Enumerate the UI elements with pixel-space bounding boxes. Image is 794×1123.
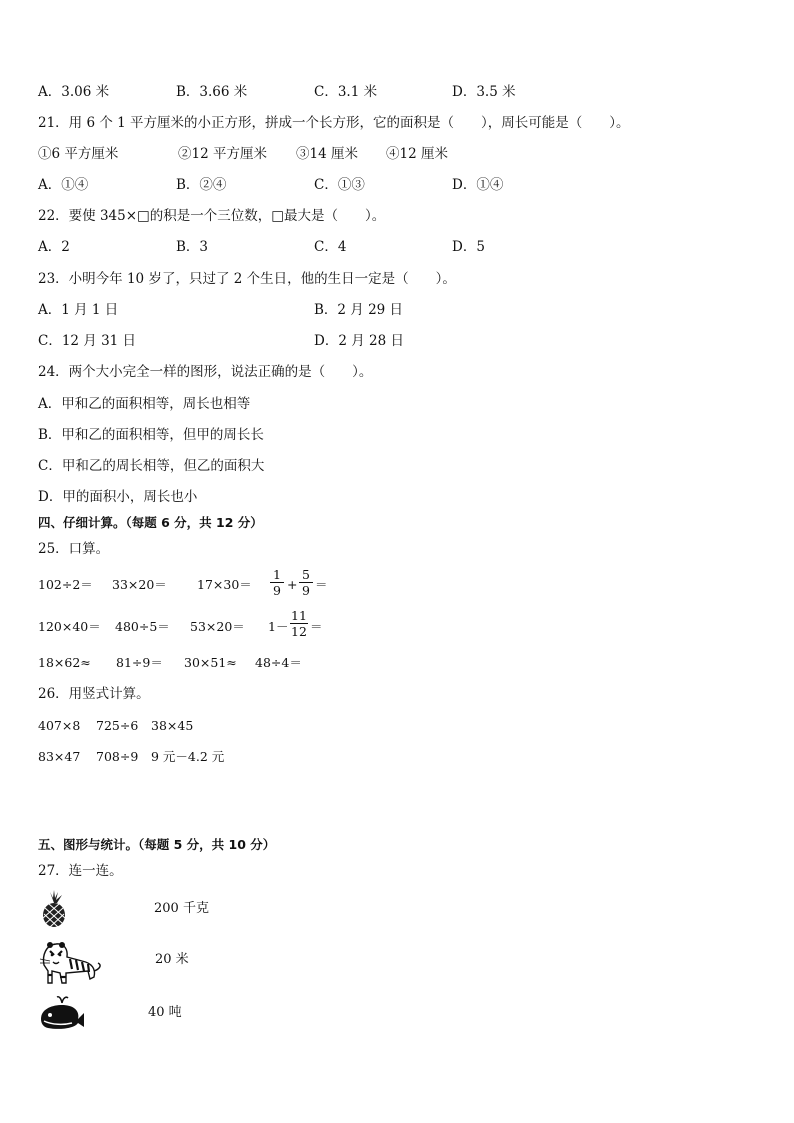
q21-choice-2: ②12 平方厘米 bbox=[178, 146, 267, 162]
q21-choice-3: ③14 厘米 bbox=[296, 146, 358, 162]
fraction-denominator: 9 bbox=[302, 583, 310, 598]
q21-option-a: A．①④ bbox=[38, 177, 89, 193]
whale-icon bbox=[38, 995, 86, 1031]
q24-stem: 24．两个大小完全一样的图形，说法正确的是（ ）。 bbox=[38, 364, 373, 380]
q21-choice-4: ④12 厘米 bbox=[386, 146, 448, 162]
q25-item: 480÷5＝ bbox=[115, 619, 170, 634]
q22-option-a: A．2 bbox=[38, 239, 70, 255]
q25-item: 30×51≈ bbox=[184, 655, 237, 670]
q20-option-c: C．3.1 米 bbox=[314, 84, 378, 100]
q24-option-b: B．甲和乙的面积相等，但甲的周长长 bbox=[38, 427, 264, 443]
q20-option-b: B．3.66 米 bbox=[176, 84, 248, 100]
q20-option-a: A．3.06 米 bbox=[38, 84, 110, 100]
q25-stem: 25．口算。 bbox=[38, 541, 110, 557]
q27-label-20m: 20 米 bbox=[155, 952, 189, 967]
q21-stem: 21．用 6 个 1 平方厘米的小正方形，拼成一个长方形，它的面积是（ ），周长可能是（ ）。 bbox=[38, 115, 630, 131]
fraction-numerator: 1 bbox=[273, 567, 281, 582]
q22-stem: 22．要使 345×□的积是一个三位数，□最大是（ ）。 bbox=[38, 208, 386, 224]
q26-item: 725÷6 bbox=[96, 718, 139, 733]
q25-item: 53×20＝ bbox=[190, 619, 245, 634]
fraction-denominator: 9 bbox=[273, 583, 281, 598]
q25-item: 17×30＝ bbox=[197, 577, 252, 592]
fraction-1-9 bbox=[270, 567, 284, 598]
q25-item: 81÷9＝ bbox=[116, 655, 163, 670]
q23-option-d: D．2 月 28 日 bbox=[314, 333, 404, 349]
fraction-11-12 bbox=[290, 608, 308, 639]
q25-item-lead: 1－ bbox=[268, 619, 289, 634]
q21-option-d: D．①④ bbox=[452, 177, 504, 193]
q21-option-c: C．①③ bbox=[314, 177, 365, 193]
q24-option-c: C．甲和乙的周长相等，但乙的面积大 bbox=[38, 458, 265, 474]
q25-item: 18×62≈ bbox=[38, 655, 91, 670]
q23-option-c: C．12 月 31 日 bbox=[38, 333, 137, 349]
q23-stem: 23．小明今年 10 岁了，只过了 2 个生日，他的生日一定是（ ）。 bbox=[38, 271, 456, 287]
pineapple-icon bbox=[38, 890, 70, 928]
section-4-title: 四、仔细计算。（每题 6 分，共 12 分） bbox=[38, 515, 263, 530]
equals-sign: ＝ bbox=[315, 577, 328, 592]
q25-item: 33×20＝ bbox=[112, 577, 167, 592]
q22-option-c: C．4 bbox=[314, 239, 347, 255]
q24-option-d: D．甲的面积小，周长也小 bbox=[38, 489, 198, 505]
q21-choice-1: ①6 平方厘米 bbox=[38, 146, 119, 162]
q20-option-d: D．3.5 米 bbox=[452, 84, 516, 100]
q26-item: 407×8 bbox=[38, 718, 81, 733]
q26-stem: 26．用竖式计算。 bbox=[38, 686, 150, 702]
q24-option-a: A．甲和乙的面积相等，周长也相等 bbox=[38, 396, 251, 412]
plus-sign: + bbox=[287, 577, 298, 592]
q25-item: 120×40＝ bbox=[38, 619, 101, 634]
q27-label-40t: 40 吨 bbox=[148, 1005, 182, 1020]
q25-item: 102÷2＝ bbox=[38, 577, 93, 592]
q25-item: 48÷4＝ bbox=[255, 655, 302, 670]
q26-item: 83×47 bbox=[38, 749, 81, 764]
q21-option-b: B．②④ bbox=[176, 177, 227, 193]
q26-item: 708÷9 bbox=[96, 749, 139, 764]
q26-item: 9 元－4.2 元 bbox=[151, 749, 225, 764]
q27-stem: 27．连一连。 bbox=[38, 863, 123, 879]
q23-option-a: A．1 月 1 日 bbox=[38, 302, 119, 318]
q27-label-200kg: 200 千克 bbox=[154, 901, 209, 916]
fraction-5-9 bbox=[299, 567, 313, 598]
section-5-title: 五、图形与统计。（每题 5 分，共 10 分） bbox=[38, 837, 276, 852]
q26-item: 38×45 bbox=[151, 718, 194, 733]
fraction-numerator: 5 bbox=[302, 567, 310, 582]
q23-option-b: B．2 月 29 日 bbox=[314, 302, 404, 318]
fraction-denominator: 12 bbox=[291, 624, 307, 639]
q22-option-b: B．3 bbox=[176, 239, 209, 255]
fraction-numerator: 11 bbox=[291, 608, 307, 623]
equals-sign: ＝ bbox=[310, 619, 323, 634]
tiger-icon bbox=[36, 935, 102, 985]
q22-option-d: D．5 bbox=[452, 239, 485, 255]
